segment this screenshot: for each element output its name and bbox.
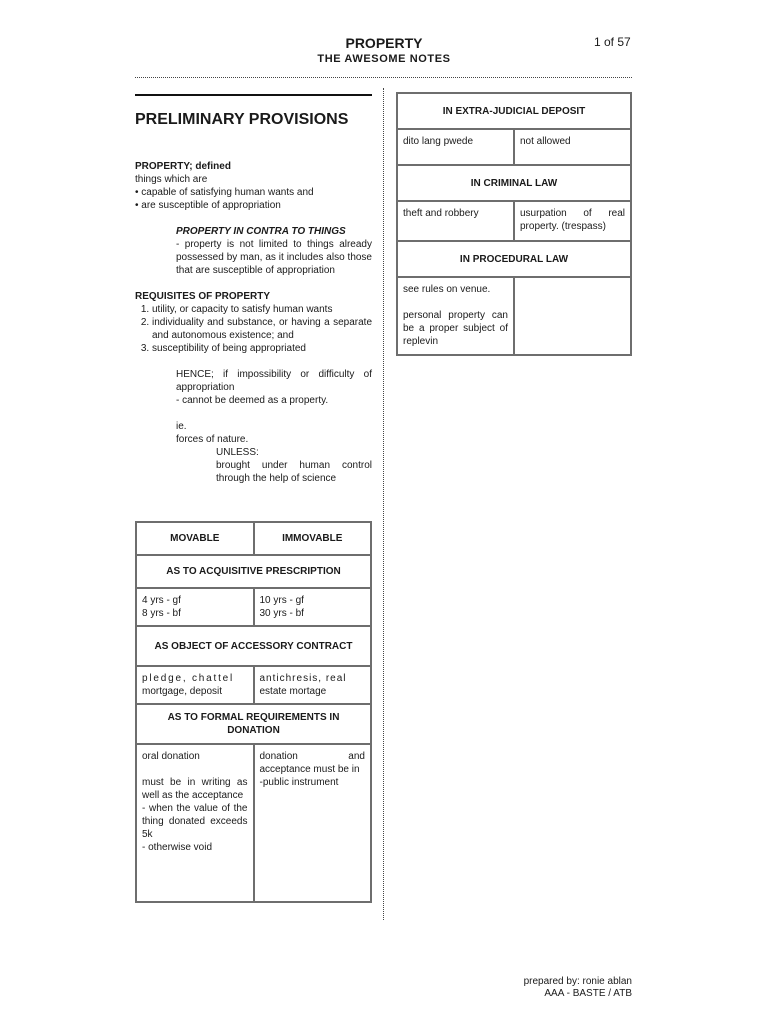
requisites-title: REQUISITES OF PROPERTY	[135, 291, 271, 302]
unless-label: UNLESS:	[216, 447, 259, 458]
section-header: AS TO ACQUISITIVE PRESCRIPTION	[136, 555, 371, 588]
defined-bullet: • capable of satisfying human wants and	[135, 187, 314, 198]
table-cell: theft and robbery	[397, 201, 514, 241]
comparison-table	[396, 92, 632, 356]
left-column	[135, 94, 372, 485]
table-cell	[514, 277, 631, 355]
movable-immovable-table	[135, 521, 372, 903]
table-cell	[254, 666, 372, 704]
cell-line: 8 yrs - bf	[142, 608, 181, 619]
cell-line: donation and acceptance must be in	[259, 751, 365, 775]
cell-line: mortgage, deposit	[142, 686, 223, 697]
footer-author: prepared by: ronie ablan	[523, 976, 632, 987]
cell-line: estate mortage	[259, 686, 327, 697]
table-cell	[254, 744, 372, 902]
hence-text: HENCE; if impossibility or difficulty of appropriation	[176, 369, 372, 393]
cell-line: must be in writing as well as the acceptance	[142, 777, 248, 801]
requisite-item: 1. utility, or capacity to satisfy human wants	[152, 303, 372, 316]
cell-line: personal property can be a proper subject of replevin	[403, 310, 508, 347]
defined-bullet: • are susceptible of appropriation	[135, 200, 281, 211]
column-header-movable: MOVABLE	[136, 522, 254, 555]
section-header: IN PROCEDURAL LAW	[397, 241, 631, 277]
section-heading: PRELIMINARY PROVISIONS	[135, 111, 349, 128]
cell-line: - otherwise void	[142, 842, 213, 853]
column-header-immovable: IMMOVABLE	[254, 522, 372, 555]
table-cell: dito lang pwede	[397, 129, 514, 165]
unless-text: brought under human control through the help of science	[216, 460, 372, 484]
table-cell	[136, 588, 254, 626]
section-header: AS TO FORMAL REQUIREMENTS IN DONATION	[136, 704, 371, 744]
defined-title: PROPERTY; defined	[135, 161, 231, 172]
forces-text: forces of nature.	[176, 434, 249, 445]
ie-label: ie.	[176, 421, 187, 432]
footer-group: AAA - BASTE / ATB	[544, 988, 632, 999]
table-cell: not allowed	[514, 129, 631, 165]
cell-line: see rules on venue.	[403, 284, 491, 295]
hence-sub: - cannot be deemed as a property.	[176, 395, 329, 406]
cell-line: oral donation	[142, 751, 200, 762]
heading-rule	[135, 94, 372, 96]
contra-title: PROPERTY IN CONTRA TO THINGS	[176, 226, 346, 237]
cell-line: 4 yrs - gf	[142, 595, 181, 606]
table-cell	[136, 744, 254, 902]
table-cell	[254, 588, 372, 626]
table-cell	[397, 277, 514, 355]
table-cell	[136, 666, 254, 704]
cell-line: pledge, chattel	[142, 673, 235, 684]
requisite-item: 2. individuality and substance, or having a separate and autonomous existence; and	[152, 316, 372, 342]
defined-intro: things which are	[135, 174, 208, 185]
table-cell: usurpation of real property. (trespass)	[514, 201, 631, 241]
column-divider	[383, 88, 384, 920]
cell-line: antichresis, real	[259, 673, 347, 684]
section-header: IN CRIMINAL LAW	[397, 165, 631, 201]
section-header: AS OBJECT OF ACCESSORY CONTRACT	[136, 626, 371, 666]
section-header: IN EXTRA-JUDICIAL DEPOSIT	[397, 93, 631, 129]
page-title: PROPERTY	[345, 35, 423, 51]
page-subtitle: THE AWESOME NOTES	[317, 53, 451, 65]
contra-text: - property is not limited to things already possessed by man, as it includes also those that are susceptible of appropriation	[176, 239, 372, 276]
requisite-item: 3. susceptibility of being appropriated	[152, 342, 372, 355]
cell-line: -public instrument	[259, 777, 339, 788]
page-number: 1 of 57	[594, 35, 631, 49]
cell-line: 30 yrs - bf	[259, 608, 304, 619]
requisites-list	[135, 303, 372, 355]
cell-line: - when the value of the thing donated exceeds 5k	[142, 803, 248, 840]
footer	[450, 976, 632, 1000]
cell-line: 10 yrs - gf	[259, 595, 304, 606]
header-divider	[135, 77, 632, 78]
